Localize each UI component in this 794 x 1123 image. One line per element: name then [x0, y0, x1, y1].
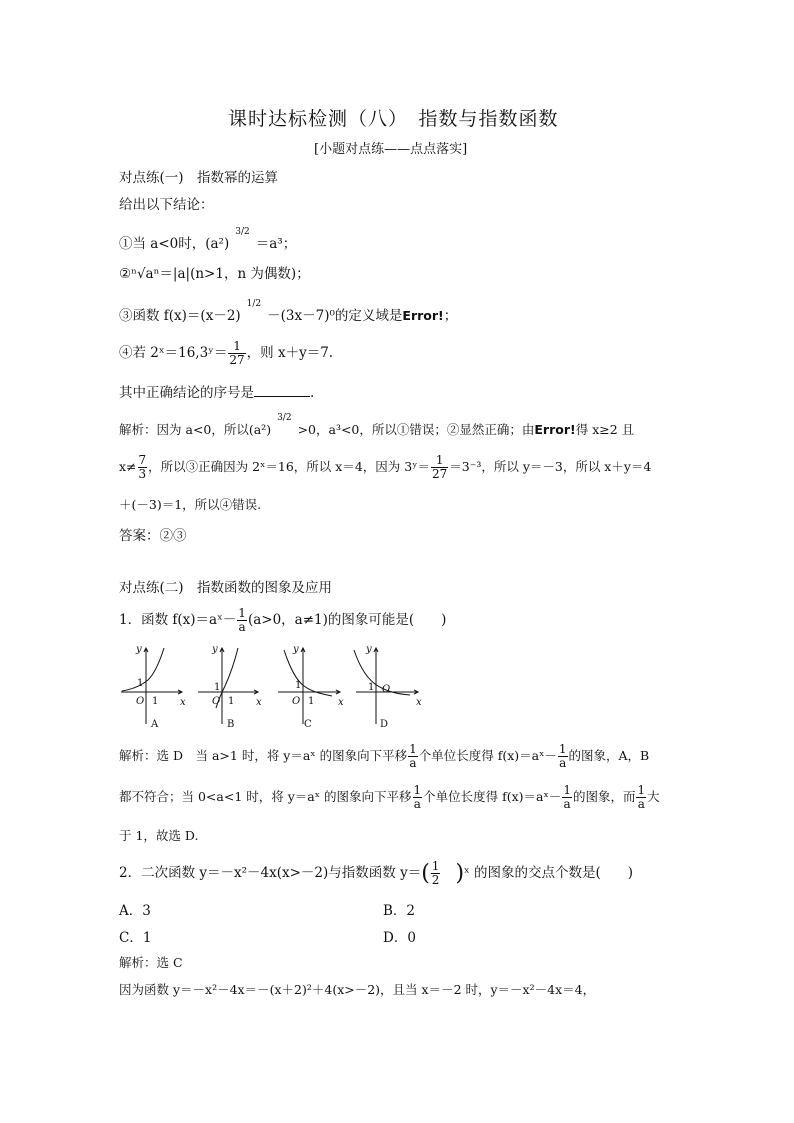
option-b: B．2 — [383, 903, 416, 919]
question: 其中正确结论的序号是 . — [119, 385, 315, 401]
axis-y-c: y — [293, 644, 299, 655]
one-mark-b: 1 — [228, 696, 235, 707]
option-a: A．3 — [119, 903, 151, 919]
answer: 答案：②③ — [119, 528, 187, 544]
one-mark-a: 1 — [152, 696, 159, 707]
solution-line-1: 解析：因为 a<0，所以$(a^2)^{3/2}>0$，a³<0，所以①错误；②显然正确；由Error!得 x≥2 且 — [119, 413, 635, 437]
origin-a: O — [136, 696, 145, 707]
section2-heading: 对点练(二) 指数函数的图象及应用 — [119, 580, 333, 596]
graph-label-a: A — [151, 719, 159, 730]
page-subtitle: [小题对点练——点点落实] — [314, 142, 468, 157]
question-2: 2．二次函数 y＝－x²－4x(x>－2)与指数函数 y＝( $\frac{1}{2}$ )ˣ 的图象的交点个数是( ) — [119, 859, 634, 887]
one-label-a: 1 — [137, 678, 144, 689]
origin-b: O — [212, 696, 221, 707]
item-1: ①当 a<0时，$(a^2)^{3/2}=a^3$； — [119, 227, 297, 252]
graph-b — [198, 648, 258, 724]
q1-solution-line-3: 于 1，故选 D. — [119, 828, 199, 843]
axis-x-d: x — [416, 697, 422, 708]
q2-solution-label: 解析：选 C — [119, 955, 183, 970]
section1-heading: 对点练(一) 指数幂的运算 — [119, 170, 279, 186]
graph-c — [278, 648, 340, 724]
origin-c: O — [292, 696, 301, 707]
item-2: ②ⁿ√aⁿ＝|a|(n>1，n 为偶数)； — [119, 266, 310, 282]
q2-solution-line: 因为函数 y＝－x²－4x＝－(x＋2)²＋4(x>－2)，且当 x＝－2 时，y＝－x²－4x＝4， — [119, 982, 596, 997]
section1-intro: 给出以下结论： — [119, 197, 214, 213]
graph-a — [121, 648, 182, 724]
graph-label-c: C — [304, 719, 312, 730]
option-d: D．0 — [383, 930, 416, 946]
axis-x-c: x — [338, 697, 344, 708]
graph-options — [118, 640, 428, 732]
axis-x-a: x — [180, 697, 186, 708]
solution-line-2: x≠ $\frac{7}{3}$ ，所以③正确因为 2ˣ＝16，所以 x＝4，因为 3ʸ＝ $\frac{1}{27}$ ＝3⁻³，所以 y＝－3，所以 x＋y＝4 — [119, 453, 652, 481]
axis-y-b: y — [212, 644, 218, 655]
one-mark-c: 1 — [308, 696, 315, 707]
item-3: ③函数 $f(x)=(x-2)^{1/2}-(3x-7)^0$的定义域是Error!； — [119, 299, 458, 324]
graph-label-b: B — [227, 719, 235, 730]
answer-blank — [254, 384, 310, 397]
q1-solution-line-2: 都不符合；当 0<a<1 时，将 y＝aˣ 的图象向下平移 $\frac{1}{a}$ 个单位长度得 f(x)＝aˣ－ $\frac{1}{a}$ 的图象，而 $\frac{1}{a}$ 大 — [119, 783, 660, 811]
one-label-c: 1 — [295, 680, 302, 691]
axis-x-b: x — [256, 697, 262, 708]
q1-solution-line-1: 解析：选 D 当 a>1 时，将 y＝aˣ 的图象向下平移 $\frac{1}{a}$ 个单位长度得 f(x)＝aˣ－ $\frac{1}{a}$ 的图象，A，B — [119, 742, 650, 770]
origin-d: O — [382, 684, 391, 695]
axis-y-a: y — [136, 644, 142, 655]
solution-line-3: ＋(－3)＝1，所以④错误. — [119, 497, 262, 512]
item-4: ④若 2ˣ＝16,3ʸ＝ $\frac{1}{27}$ ，则 x＋y＝7. — [119, 339, 334, 367]
question-1: 1．函数 f(x)＝aˣ－ $\frac{1}{a}$ (a>0，a≠1)的图象可能是( ) — [119, 606, 447, 634]
one-label-d: 1 — [368, 682, 375, 693]
graph-label-d: D — [380, 719, 389, 730]
axis-y-d: y — [366, 644, 372, 655]
page-title: 课时达标检测（八） 指数与指数函数 — [228, 108, 559, 130]
option-c: C．1 — [119, 930, 152, 946]
one-label-b: 1 — [214, 682, 221, 693]
